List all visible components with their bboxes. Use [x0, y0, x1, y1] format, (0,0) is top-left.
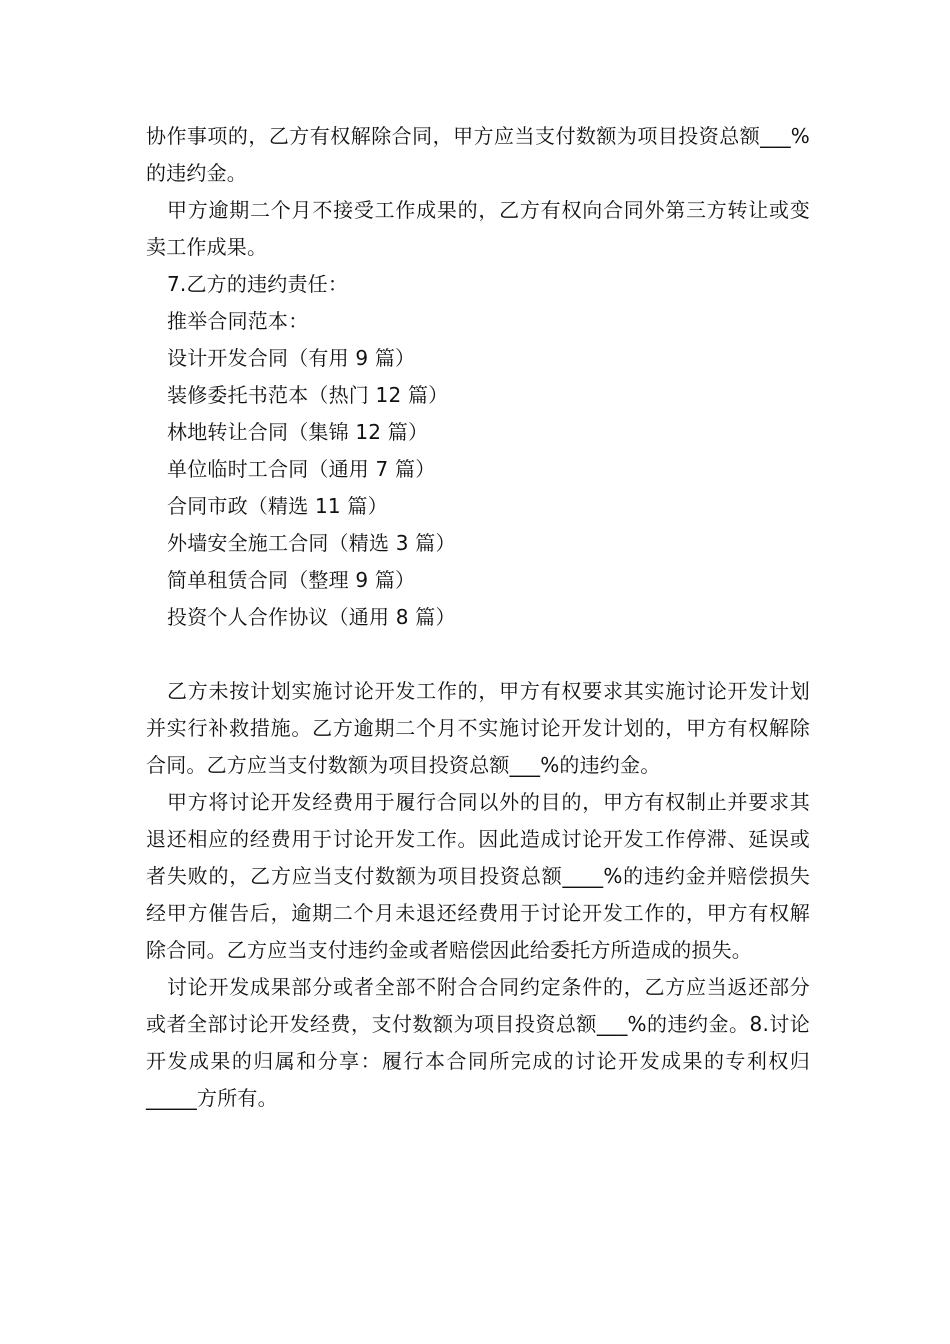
paragraph-overdue-acceptance: 甲方逾期二个月不接受工作成果的，乙方有权向合同外第三方转让或变卖工作成果。 — [146, 198, 810, 259]
recommend-item: 单位临时工合同（通用 7 篇） — [167, 457, 436, 481]
recommend-item: 外墙安全施工合同（精选 3 篇） — [167, 531, 456, 555]
recommend-heading: 推举合同范本： — [167, 309, 309, 333]
recommend-item: 合同市政（精选 11 篇） — [167, 494, 388, 518]
paragraph-plan-remedy: 乙方未按计划实施讨论开发工作的，甲方有权要求其实施讨论开发计划并实行补救措施。乙方逾期二个月不实施讨论开发计划的，甲方有权解除合同。乙方应当支付数额为项目投资总额___%的违约金。 — [146, 679, 810, 777]
section-heading-party-b-liability: 7.乙方的违约责任： — [167, 272, 349, 296]
blank-line — [146, 636, 810, 673]
recommend-item: 投资个人合作协议（通用 8 篇） — [167, 605, 456, 629]
recommend-item: 简单租赁合同（整理 9 篇） — [167, 568, 416, 592]
paragraph-funds-misuse: 甲方将讨论开发经费用于履行合同以外的目的，甲方有权制止并要求其退还相应的经费用于讨论开发工作。因此造成讨论开发工作停滞、延误或者失败的，乙方应当支付数额为项目投资总额____%的违约金并赔偿损失经甲方催告后，逾期二个月未退还经费用于讨论开发工作的，甲方有权解除合同。乙方应当支付违约金或者赔偿因此给委托方所造成的损失。 — [146, 790, 810, 962]
paragraph-continuation: 协作事项的，乙方有权解除合同，甲方应当支付数额为项目投资总额___%的违约金。 — [146, 124, 810, 185]
paragraph-results-ownership: 讨论开发成果部分或者全部不附合合同约定条件的，乙方应当返还部分或者全部讨论开发经费，支付数额为项目投资总额___%的违约金。8.讨论开发成果的归属和分享：履行本合同所完成的讨论开发成果的专利权归_____方所有。 — [146, 975, 810, 1110]
document-page — [146, 118, 810, 1117]
recommend-item: 林地转让合同（集锦 12 篇） — [167, 420, 429, 444]
recommend-item: 装修委托书范本（热门 12 篇） — [167, 383, 449, 407]
recommend-item: 设计开发合同（有用 9 篇） — [167, 346, 416, 370]
